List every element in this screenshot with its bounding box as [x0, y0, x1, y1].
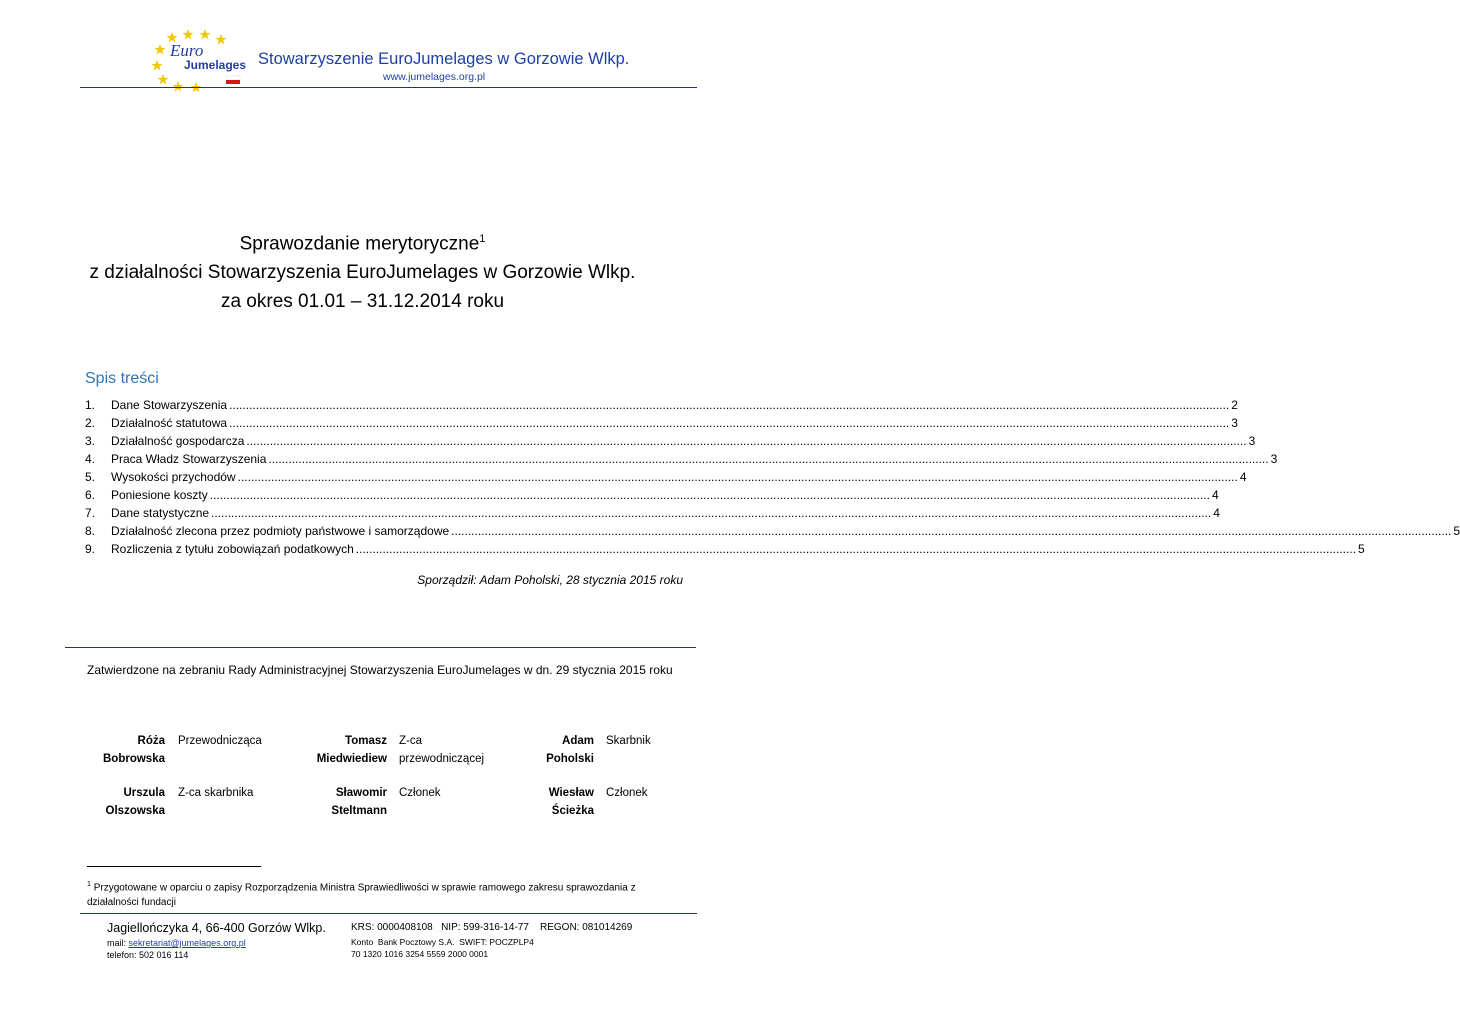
signatory-role: Z-ca skarbnika — [178, 787, 254, 799]
toc-item-label: Praca Władz Stowarzyszenia — [111, 452, 267, 466]
header-org-name: Stowarzyszenie EuroJumelages w Gorzowie Wlkp. — [258, 50, 630, 68]
signatory-role: Przewodnicząca — [178, 735, 262, 747]
footer-mail — [107, 938, 246, 948]
toc-item-page: 4 — [1211, 488, 1219, 502]
toc-item-number: 1. — [85, 398, 96, 412]
signatory-last-name: Ścieżka — [551, 805, 594, 817]
signatory-first-name: Tomasz — [345, 735, 387, 747]
toc-item-leader: ............................................................................................................................................................................................................................................................................................................ — [211, 506, 1212, 520]
toc-item[interactable] — [85, 394, 1238, 412]
signatory-first-name: Urszula — [123, 787, 165, 799]
toc-item-leader: ............................................................................................................................................................................................................................................................................................................ — [209, 488, 1210, 502]
toc-item-leader: ............................................................................................................................................................................................................................................................................................................ — [268, 452, 1269, 466]
title-line-1: Sprawozdanie merytoryczne — [239, 233, 480, 255]
toc-item-page: 3 — [1270, 452, 1278, 466]
logo — [150, 28, 250, 92]
signatory-role: Z-ca przewodniczącej — [399, 735, 485, 765]
footnote — [87, 877, 647, 910]
signatory-role: Członek — [399, 787, 441, 799]
approval-note: Zatwierdzone na zebraniu Rady Administracyjnej Stowarzyszenia EuroJumelages w dn. 29 stycznia 2015 roku — [87, 663, 673, 677]
signatory-first-name: Róża — [137, 735, 165, 747]
toc-item-number: 7. — [85, 506, 96, 520]
signatory-name — [317, 732, 387, 768]
toc-item[interactable] — [85, 538, 1365, 556]
signatory-name — [549, 784, 594, 820]
footnote-text: Przygotowane w oparciu o zapisy Rozporządzenia Ministra Sprawiedliwości w sprawie ramowego zakresu sprawozdania z działalności fundacji — [87, 882, 636, 909]
toc-item-page: 4 — [1213, 506, 1220, 520]
signatory-last-name: Steltmann — [331, 805, 387, 817]
signatory-last-name: Miedwiediew — [316, 753, 387, 765]
toc-item-page: 5 — [1358, 542, 1365, 556]
toc-item-number: 3. — [85, 434, 96, 448]
footer-registry: KRS: 0000408108 NIP: 599-316-14-77 REGON: 081014269 — [351, 922, 633, 933]
title-footnote-mark[interactable]: 1 — [479, 233, 486, 245]
logo-text-jumelages: Jumelages — [184, 58, 247, 72]
signatory-role: Skarbnik — [606, 735, 651, 747]
header-divider — [80, 87, 697, 88]
toc-item-number: 4. — [85, 452, 96, 466]
toc-item-label: Rozliczenia z tytułu zobowiązań podatkowych — [111, 542, 354, 556]
toc-item-leader: ............................................................................................................................................................................................................................................................................................................ — [229, 398, 1230, 412]
toc-item-number: 2. — [85, 416, 96, 430]
toc-item-leader: ............................................................................................................................................................................................................................................................................................................ — [451, 524, 1452, 538]
toc-item[interactable] — [85, 466, 1247, 484]
toc-item-label: Działalność gospodarcza — [111, 434, 245, 448]
toc-item[interactable] — [85, 484, 1219, 502]
signatory-last-name: Olszowska — [105, 805, 165, 817]
signatory-name — [546, 732, 594, 768]
toc-item-number: 6. — [85, 488, 96, 502]
footer-address: Jagiellończyka 4, 66-400 Gorzów Wlkp. — [107, 921, 326, 935]
signatory-first-name: Adam — [562, 735, 594, 747]
toc-item[interactable] — [85, 412, 1238, 430]
footer-mail-link[interactable]: sekretariat@jumelages.org.pl — [128, 938, 246, 948]
toc-heading: Spis treści — [85, 370, 159, 387]
document-title — [0, 233, 725, 255]
footer-bank: Konto Bank Pocztowy S.A. SWIFT: POCZPLP4 — [351, 937, 534, 947]
toc-item-page: 3 — [1248, 434, 1256, 448]
toc-item-leader: ............................................................................................................................................................................................................................................................................................................ — [237, 470, 1238, 484]
title-line-2: z działalności Stowarzyszenia EuroJumelages w Gorzowie Wlkp. — [89, 262, 636, 283]
footer-phone: telefon: 502 016 114 — [107, 950, 189, 960]
logo-text-euro: Euro — [170, 41, 204, 60]
signatory-first-name: Wiesław — [548, 787, 594, 799]
toc-item-page: 2 — [1231, 398, 1238, 412]
signatory-name — [331, 784, 387, 820]
signatory-role: Członek — [606, 787, 648, 799]
toc-item[interactable] — [85, 448, 1278, 466]
signatory-name — [106, 784, 165, 820]
footnote-mark: 1 — [87, 881, 91, 888]
toc-item-label: Poniesione koszty — [111, 488, 208, 502]
toc-item-number: 5. — [85, 470, 96, 484]
section-divider — [65, 647, 696, 648]
toc-item-label: Dane statystyczne — [111, 506, 210, 520]
signatory-last-name: Bobrowska — [103, 753, 165, 765]
toc-item-leader: ............................................................................................................................................................................................................................................................................................................ — [355, 542, 1356, 556]
prepared-by: Sporządził: Adam Poholski, 28 stycznia 2015 roku — [417, 573, 683, 587]
toc-item-number: 8. — [85, 524, 96, 538]
toc-item[interactable] — [85, 502, 1220, 520]
toc-item-leader: ............................................................................................................................................................................................................................................................................................................ — [229, 416, 1230, 430]
signatory-first-name: Sławomir — [335, 787, 387, 799]
footnote-divider — [87, 866, 261, 867]
toc-item-page: 3 — [1231, 416, 1238, 430]
header-url-link[interactable]: www.jumelages.org.pl — [383, 71, 486, 83]
toc-item-label: Działalność statutowa — [111, 416, 228, 430]
toc-item-number: 9. — [85, 542, 96, 556]
toc-item-label: Działalność zlecona przez podmioty państwowe i samorządowe — [111, 524, 450, 538]
toc-item-leader: ............................................................................................................................................................................................................................................................................................................ — [246, 434, 1247, 448]
toc-item[interactable] — [85, 430, 1256, 448]
toc-item-label: Wysokości przychodów — [111, 470, 236, 484]
toc-item[interactable] — [85, 520, 1460, 538]
toc-item-page: 5 — [1453, 524, 1460, 538]
title-line-3: za okres 01.01 – 31.12.2014 roku — [220, 291, 505, 312]
footer-account: 70 1320 1016 3254 5559 2000 0001 — [351, 949, 489, 959]
footer-divider — [80, 913, 697, 914]
footer-mail-label: mail: — [107, 938, 129, 948]
toc-item-label: Dane Stowarzyszenia — [111, 398, 228, 412]
toc-item-page: 4 — [1239, 470, 1247, 484]
signatory-last-name: Poholski — [546, 753, 594, 765]
signatory-name — [103, 732, 165, 768]
